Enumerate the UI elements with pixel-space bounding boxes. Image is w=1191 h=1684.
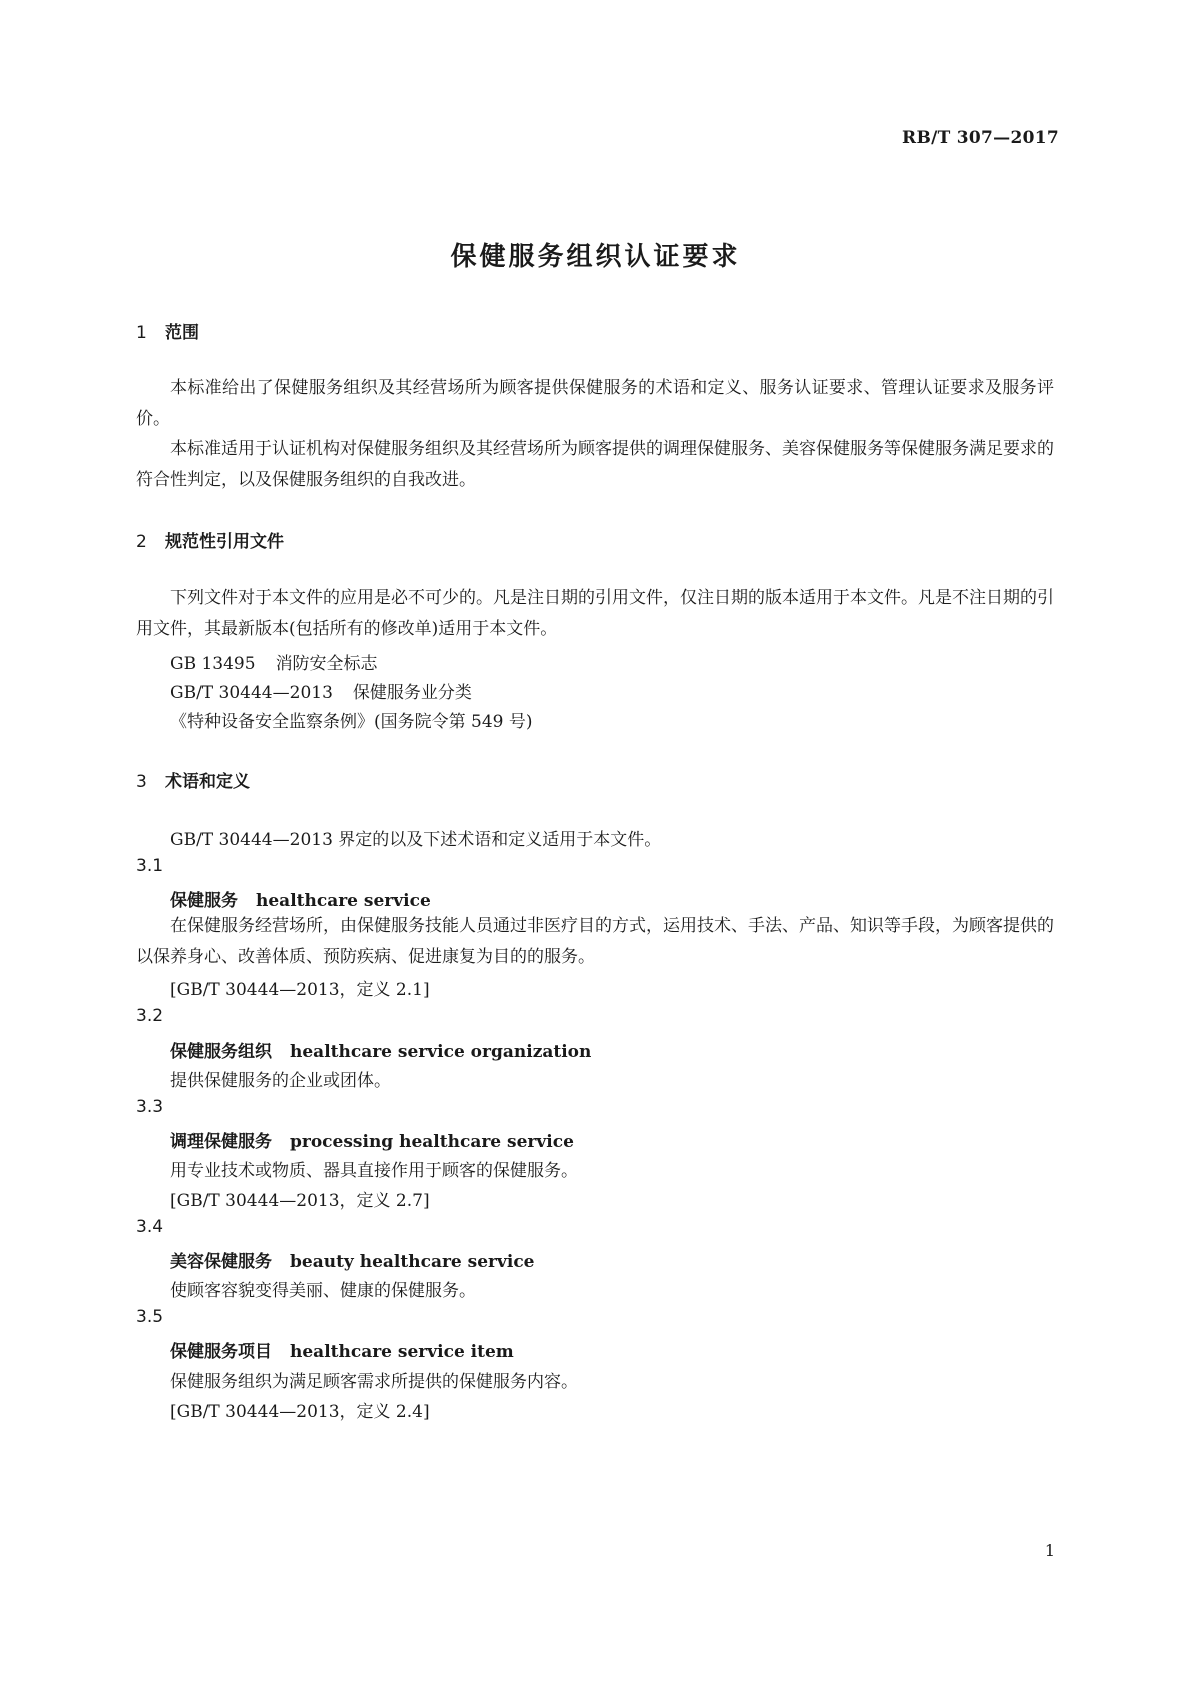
term-number: 3.3 <box>136 1097 164 1117</box>
term-number: 3.2 <box>136 1006 164 1026</box>
section-2-paragraph: 下列文件对于本文件的应用是必不可少的。凡是注日期的引用文件，仅注日期的版本适用于本文件。凡是不注日期的引用文件，其最新版本(包括所有的修改单)适用于本文件。 <box>136 588 1054 639</box>
term-en: healthcare service organization <box>290 1042 592 1062</box>
term-source: [GB/T 30444—2013，定义 2.1] <box>170 980 430 1000</box>
document-title: 保健服务组织认证要求 <box>450 242 741 272</box>
term-en: healthcare service <box>256 891 431 911</box>
section-title: 规范性引用文件 <box>165 532 284 552</box>
term-heading <box>170 1037 591 1062</box>
section-2-heading <box>136 527 284 552</box>
reference-title: 保健服务业分类 <box>352 683 472 703</box>
term-heading <box>170 1337 514 1362</box>
section-title: 范围 <box>165 323 199 343</box>
term-zh: 保健服务 <box>170 891 238 911</box>
term-en: beauty healthcare service <box>290 1252 535 1272</box>
term-en: processing healthcare service <box>290 1132 574 1152</box>
page-number: 1 <box>1044 1541 1055 1560</box>
term-definition: 提供保健服务的企业或团体。 <box>170 1071 391 1091</box>
section-1-paragraph-1: 本标准给出了保健服务组织及其经营场所为顾客提供保健服务的术语和定义、服务认证要求、管理认证要求及服务评价。 <box>136 378 1054 429</box>
term-zh: 保健服务项目 <box>170 1342 272 1362</box>
reference-code: GB/T 30444—2013 <box>170 683 333 703</box>
term-number: 3.4 <box>136 1217 164 1237</box>
reference-title: 《特种设备安全监察条例》(国务院令第 549 号) <box>170 712 533 732</box>
section-title: 术语和定义 <box>165 772 250 792</box>
term-number: 3.5 <box>136 1307 164 1327</box>
reference-item <box>170 678 472 703</box>
term-definition: 使顾客容貌变得美丽、健康的保健服务。 <box>170 1281 476 1301</box>
reference-code: GB 13495 <box>170 654 256 674</box>
section-1-heading <box>136 318 199 343</box>
term-zh: 美容保健服务 <box>170 1252 272 1272</box>
term-source: [GB/T 30444—2013，定义 2.7] <box>170 1191 430 1211</box>
section-1-paragraph-2: 本标准适用于认证机构对保健服务组织及其经营场所为顾客提供的调理保健服务、美容保健服务等保健服务满足要求的符合性判定，以及保健服务组织的自我改进。 <box>136 439 1054 490</box>
term-definition: 保健服务组织为满足顾客需求所提供的保健服务内容。 <box>170 1372 578 1392</box>
section-3-heading <box>136 767 250 792</box>
term-zh: 调理保健服务 <box>170 1132 272 1152</box>
term-heading <box>170 1127 574 1152</box>
reference-item <box>170 649 378 674</box>
term-en: healthcare service item <box>290 1342 514 1362</box>
reference-title: 消防安全标志 <box>275 654 378 674</box>
section-number: 2 <box>136 532 147 552</box>
term-heading <box>170 886 431 911</box>
standard-code: RB/T 307—2017 <box>902 128 1059 148</box>
term-heading <box>170 1247 535 1272</box>
term-zh: 保健服务组织 <box>170 1042 272 1062</box>
term-source: [GB/T 30444—2013，定义 2.4] <box>170 1402 430 1422</box>
section-3-intro: GB/T 30444—2013 界定的以及下述术语和定义适用于本文件。 <box>170 830 662 850</box>
term-number: 3.1 <box>136 856 164 876</box>
section-number: 1 <box>136 323 147 343</box>
term-definition: 用专业技术或物质、器具直接作用于顾客的保健服务。 <box>170 1161 578 1181</box>
section-number: 3 <box>136 772 147 792</box>
term-definition: 在保健服务经营场所，由保健服务技能人员通过非医疗目的方式，运用技术、手法、产品、知识等手段，为顾客提供的以保养身心、改善体质、预防疾病、促进康复为目的的服务。 <box>136 916 1054 967</box>
reference-item <box>170 707 533 732</box>
